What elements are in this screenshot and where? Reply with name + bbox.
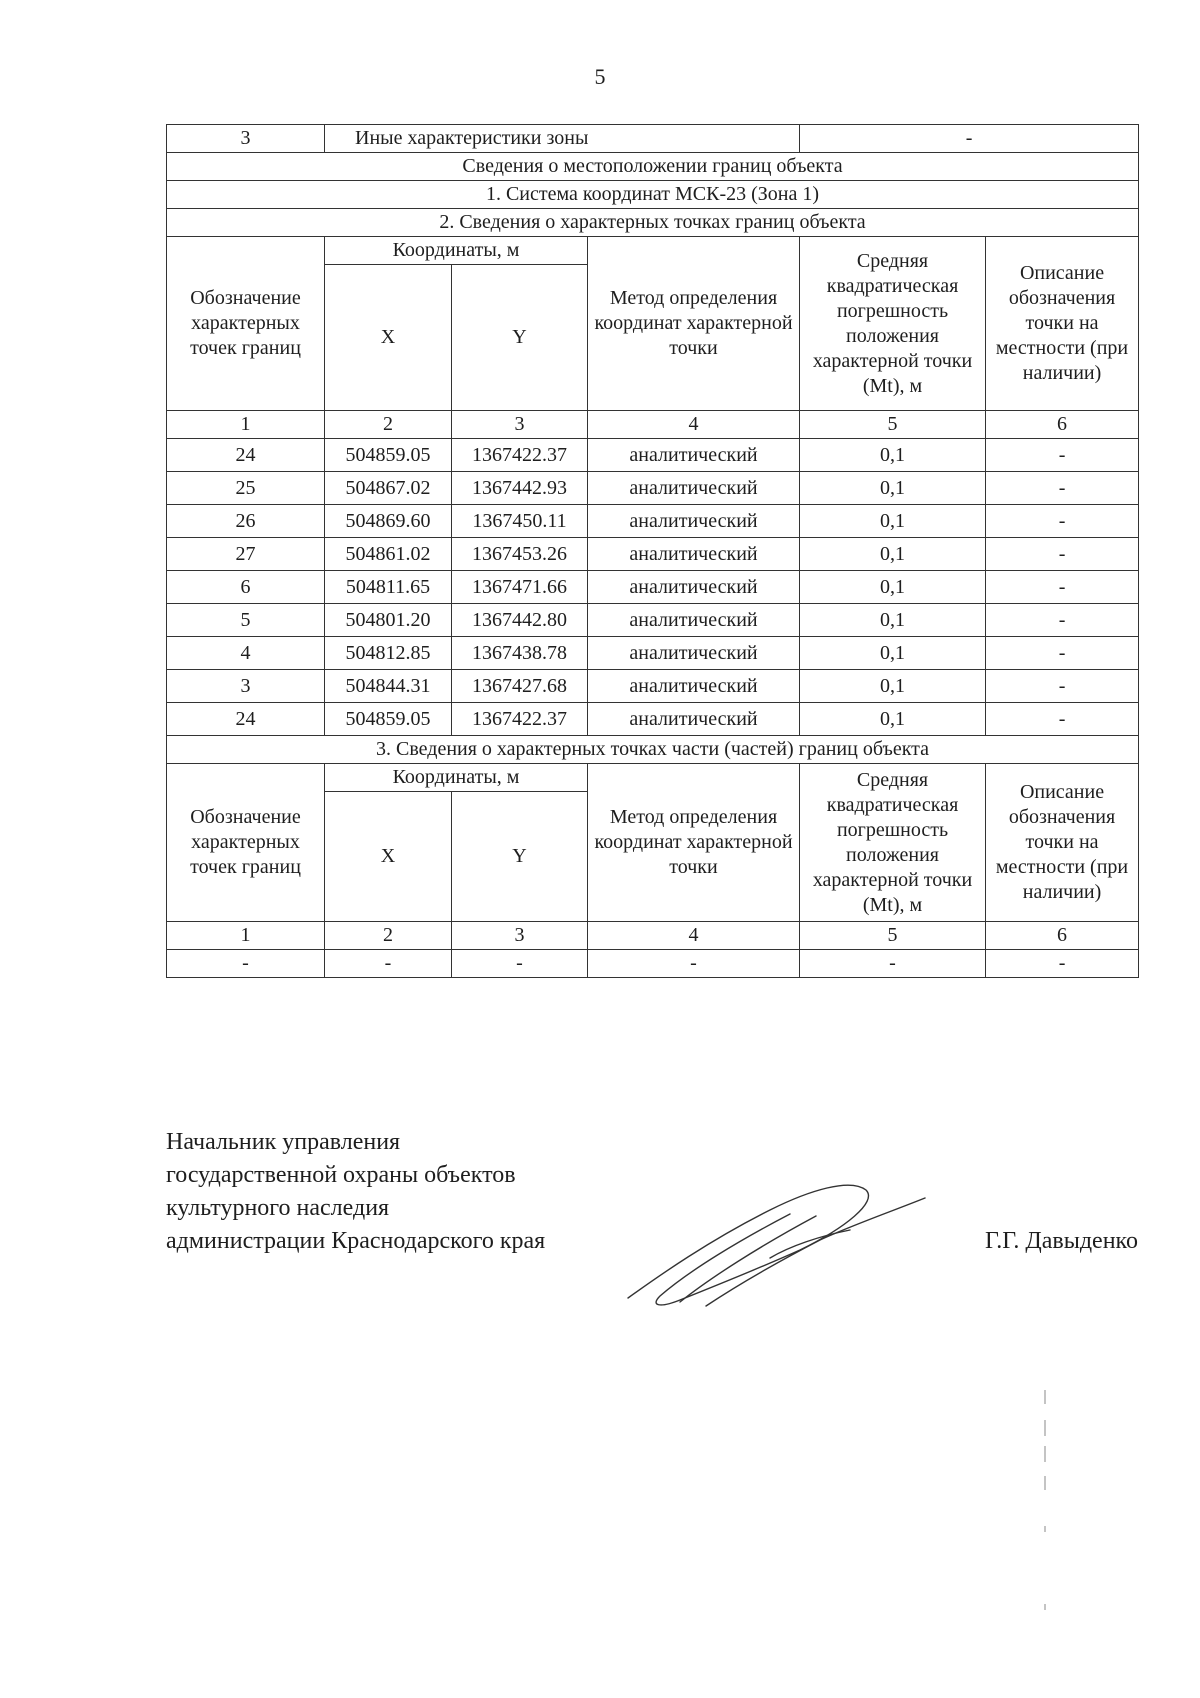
point-description: - bbox=[986, 604, 1139, 637]
point-x: 504859.05 bbox=[325, 439, 452, 472]
table-row bbox=[167, 505, 1139, 538]
table-row bbox=[167, 538, 1139, 571]
point-id: 24 bbox=[167, 439, 325, 472]
position-line: государственной охраны объектов bbox=[166, 1162, 516, 1188]
point-description: - bbox=[986, 637, 1139, 670]
point-method: аналитический bbox=[588, 538, 800, 571]
row-number: 3 bbox=[167, 125, 325, 153]
column-numbers-row bbox=[167, 922, 1139, 950]
point-error: 0,1 bbox=[800, 439, 986, 472]
col-number: 4 bbox=[588, 922, 800, 950]
header-row-1 bbox=[167, 237, 1139, 265]
point-id: 4 bbox=[167, 637, 325, 670]
col-number: 6 bbox=[986, 411, 1139, 439]
col-number: 1 bbox=[167, 411, 325, 439]
point-description: - bbox=[986, 538, 1139, 571]
point-error: 0,1 bbox=[800, 604, 986, 637]
point-x: 504801.20 bbox=[325, 604, 452, 637]
table-row bbox=[167, 604, 1139, 637]
part-point-description: - bbox=[986, 950, 1139, 978]
point-x: 504811.65 bbox=[325, 571, 452, 604]
handwritten-signature bbox=[620, 1180, 930, 1310]
point-y: 1367450.11 bbox=[452, 505, 588, 538]
part-point-id: - bbox=[167, 950, 325, 978]
position-line: администрации Краснодарского края bbox=[166, 1228, 546, 1254]
point-error: 0,1 bbox=[800, 670, 986, 703]
point-x: 504869.60 bbox=[325, 505, 452, 538]
col-number: 3 bbox=[452, 922, 588, 950]
point-method: аналитический bbox=[588, 604, 800, 637]
point-id: 5 bbox=[167, 604, 325, 637]
position-line: культурного наследия bbox=[166, 1195, 390, 1221]
point-id: 25 bbox=[167, 472, 325, 505]
location-title: Сведения о местоположении границ объекта bbox=[167, 153, 1139, 181]
location-title-row bbox=[167, 153, 1139, 181]
zone-characteristics-row bbox=[167, 125, 1139, 153]
section2-title: 2. Сведения о характерных точках границ объекта bbox=[167, 209, 1139, 237]
header-error: Средняя квадратическая погрешность положения характерной точки (Mt), м bbox=[800, 237, 986, 411]
position-line: Начальник управления bbox=[166, 1129, 401, 1155]
section3-title-row bbox=[167, 736, 1139, 764]
point-y: 1367427.68 bbox=[452, 670, 588, 703]
header-designation: Обозначение характерных точек границ bbox=[167, 237, 325, 411]
row-label: Иные характеристики зоны bbox=[325, 125, 800, 153]
col-number: 5 bbox=[800, 922, 986, 950]
row-value: - bbox=[800, 125, 1139, 153]
point-y: 1367438.78 bbox=[452, 637, 588, 670]
col-number: 2 bbox=[325, 922, 452, 950]
signatory-name: Г.Г. Давыденко bbox=[985, 1228, 1138, 1254]
header-method: Метод определения координат характерной точки bbox=[588, 237, 800, 411]
point-description: - bbox=[986, 703, 1139, 736]
point-y: 1367442.93 bbox=[452, 472, 588, 505]
header-row-1 bbox=[167, 764, 1139, 792]
scan-margin-marks bbox=[1040, 1390, 1050, 1620]
point-method: аналитический bbox=[588, 439, 800, 472]
section3-title: 3. Сведения о характерных точках части (частей) границ объекта bbox=[167, 736, 1139, 764]
point-y: 1367442.80 bbox=[452, 604, 588, 637]
column-numbers-row bbox=[167, 411, 1139, 439]
signatory-position bbox=[166, 1126, 545, 1258]
point-x: 504867.02 bbox=[325, 472, 452, 505]
point-y: 1367422.37 bbox=[452, 439, 588, 472]
point-x: 504861.02 bbox=[325, 538, 452, 571]
header-x: X bbox=[325, 792, 452, 922]
point-x: 504844.31 bbox=[325, 670, 452, 703]
point-method: аналитический bbox=[588, 637, 800, 670]
header-coordinates: Координаты, м bbox=[325, 237, 588, 265]
table-row bbox=[167, 950, 1139, 978]
page-number: 5 bbox=[594, 64, 606, 89]
col-number: 1 bbox=[167, 922, 325, 950]
coord-system: 1. Система координат МСК-23 (Зона 1) bbox=[167, 181, 1139, 209]
header-description: Описание обозначения точки на местности (при наличии) bbox=[986, 237, 1139, 411]
header-y: Y bbox=[452, 265, 588, 411]
header-y: Y bbox=[452, 792, 588, 922]
part-point-method: - bbox=[588, 950, 800, 978]
header-description: Описание обозначения точки на местности (при наличии) bbox=[986, 764, 1139, 922]
section2-title-row bbox=[167, 209, 1139, 237]
point-id: 27 bbox=[167, 538, 325, 571]
coord-system-row bbox=[167, 181, 1139, 209]
point-method: аналитический bbox=[588, 472, 800, 505]
point-description: - bbox=[986, 670, 1139, 703]
point-y: 1367453.26 bbox=[452, 538, 588, 571]
point-error: 0,1 bbox=[800, 703, 986, 736]
point-error: 0,1 bbox=[800, 538, 986, 571]
point-error: 0,1 bbox=[800, 505, 986, 538]
table-row bbox=[167, 670, 1139, 703]
point-error: 0,1 bbox=[800, 571, 986, 604]
point-description: - bbox=[986, 571, 1139, 604]
point-method: аналитический bbox=[588, 505, 800, 538]
col-number: 2 bbox=[325, 411, 452, 439]
point-method: аналитический bbox=[588, 670, 800, 703]
table-row bbox=[167, 439, 1139, 472]
header-x: X bbox=[325, 265, 452, 411]
table-row bbox=[167, 703, 1139, 736]
boundary-table bbox=[166, 124, 1139, 978]
table-row bbox=[167, 472, 1139, 505]
point-description: - bbox=[986, 439, 1139, 472]
point-description: - bbox=[986, 505, 1139, 538]
header-method: Метод определения координат характерной точки bbox=[588, 764, 800, 922]
point-x: 504812.85 bbox=[325, 637, 452, 670]
point-id: 24 bbox=[167, 703, 325, 736]
col-number: 3 bbox=[452, 411, 588, 439]
point-id: 6 bbox=[167, 571, 325, 604]
point-error: 0,1 bbox=[800, 637, 986, 670]
table-row bbox=[167, 637, 1139, 670]
point-method: аналитический bbox=[588, 703, 800, 736]
point-description: - bbox=[986, 472, 1139, 505]
point-y: 1367422.37 bbox=[452, 703, 588, 736]
col-number: 5 bbox=[800, 411, 986, 439]
part-point-error: - bbox=[800, 950, 986, 978]
part-point-y: - bbox=[452, 950, 588, 978]
header-error: Средняя квадратическая погрешность положения характерной точки (Mt), м bbox=[800, 764, 986, 922]
table-row bbox=[167, 571, 1139, 604]
col-number: 6 bbox=[986, 922, 1139, 950]
point-id: 26 bbox=[167, 505, 325, 538]
point-id: 3 bbox=[167, 670, 325, 703]
part-point-x: - bbox=[325, 950, 452, 978]
point-y: 1367471.66 bbox=[452, 571, 588, 604]
point-method: аналитический bbox=[588, 571, 800, 604]
point-x: 504859.05 bbox=[325, 703, 452, 736]
header-designation: Обозначение характерных точек границ bbox=[167, 764, 325, 922]
header-coordinates: Координаты, м bbox=[325, 764, 588, 792]
col-number: 4 bbox=[588, 411, 800, 439]
point-error: 0,1 bbox=[800, 472, 986, 505]
